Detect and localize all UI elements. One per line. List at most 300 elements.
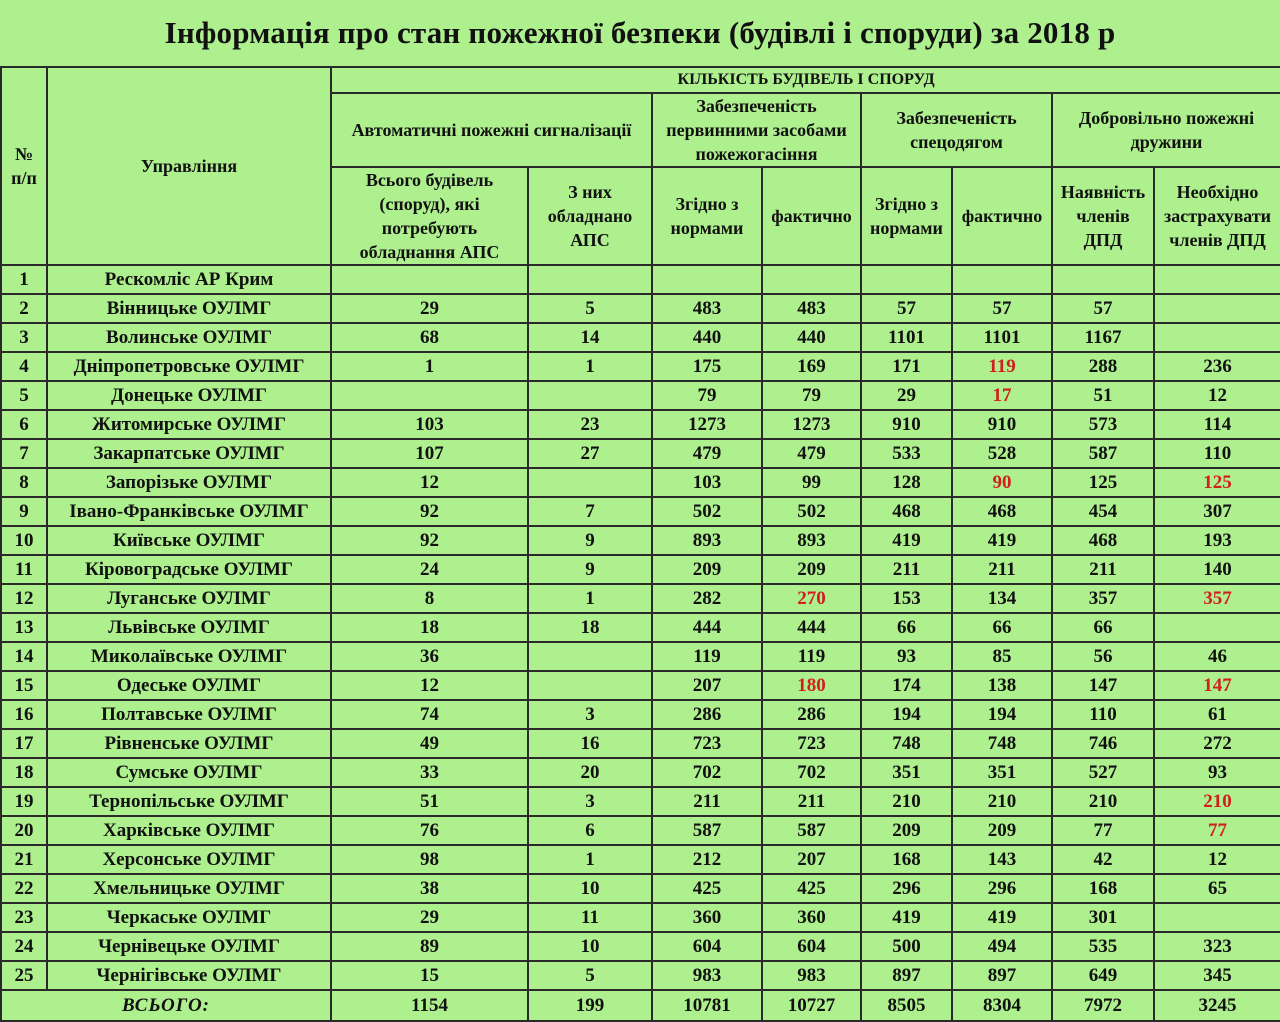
row-value-cell: 1101	[952, 323, 1052, 352]
row-value-cell: 175	[652, 352, 762, 381]
row-management-name: Київське ОУЛМГ	[47, 526, 331, 555]
header-dpd-members: Наявність членів ДПД	[1052, 167, 1154, 265]
row-value-cell: 99	[762, 468, 861, 497]
row-management-name: Дніпропетровське ОУЛМГ	[47, 352, 331, 381]
header-aps-total: Всього будівель (споруд), які потребують обладнання АПС	[331, 167, 528, 265]
table-body	[1, 265, 1280, 990]
row-value-cell: 8	[331, 584, 528, 613]
row-value-cell: 207	[762, 845, 861, 874]
row-value-cell: 209	[652, 555, 762, 584]
row-management-name: Одеське ОУЛМГ	[47, 671, 331, 700]
table-row	[1, 961, 1280, 990]
row-value-cell: 1	[528, 845, 652, 874]
row-value-cell: 18	[331, 613, 528, 642]
row-number: 18	[1, 758, 47, 787]
row-value-cell: 79	[762, 381, 861, 410]
row-management-name: Хмельницьке ОУЛМГ	[47, 874, 331, 903]
row-value-cell: 323	[1154, 932, 1280, 961]
row-value-cell: 211	[762, 787, 861, 816]
row-value-cell: 5	[528, 294, 652, 323]
table-row	[1, 265, 1280, 294]
header-aps: Автоматичні пожежні сигналізації	[331, 93, 652, 167]
row-value-cell: 1101	[861, 323, 952, 352]
table-row	[1, 439, 1280, 468]
row-value-cell: 587	[1052, 439, 1154, 468]
table-row	[1, 526, 1280, 555]
row-value-cell: 209	[952, 816, 1052, 845]
row-value-cell: 12	[331, 671, 528, 700]
row-number: 4	[1, 352, 47, 381]
row-value-cell: 24	[331, 555, 528, 584]
row-value-cell: 153	[861, 584, 952, 613]
row-management-name: Донецьке ОУЛМГ	[47, 381, 331, 410]
row-management-name: Полтавське ОУЛМГ	[47, 700, 331, 729]
row-value-cell: 345	[1154, 961, 1280, 990]
row-value-cell: 114	[1154, 410, 1280, 439]
row-number: 5	[1, 381, 47, 410]
row-number: 8	[1, 468, 47, 497]
row-value-cell: 468	[952, 497, 1052, 526]
row-value-cell: 483	[762, 294, 861, 323]
row-value-cell: 107	[331, 439, 528, 468]
table-row	[1, 816, 1280, 845]
row-management-name: Тернопільське ОУЛМГ	[47, 787, 331, 816]
row-value-cell: 573	[1052, 410, 1154, 439]
row-value-cell: 500	[861, 932, 952, 961]
row-number: 21	[1, 845, 47, 874]
row-value-cell: 419	[861, 526, 952, 555]
row-value-cell: 587	[652, 816, 762, 845]
header-aps-equipped: З них обладнано АПС	[528, 167, 652, 265]
row-value-cell: 444	[762, 613, 861, 642]
row-value-cell	[1052, 265, 1154, 294]
table-row	[1, 787, 1280, 816]
total-cell: 10727	[762, 990, 861, 1021]
row-value-cell: 211	[652, 787, 762, 816]
header-dpd-insure: Необхідно застрахувати членів ДПД	[1154, 167, 1280, 265]
row-value-cell: 128	[861, 468, 952, 497]
row-value-cell: 5	[528, 961, 652, 990]
table-row	[1, 729, 1280, 758]
row-value-cell	[1154, 294, 1280, 323]
row-value-cell: 169	[762, 352, 861, 381]
row-management-name: Черкаське ОУЛМГ	[47, 903, 331, 932]
row-value-cell: 479	[762, 439, 861, 468]
row-value-cell: 79	[652, 381, 762, 410]
table-row	[1, 671, 1280, 700]
row-management-name: Житомирське ОУЛМГ	[47, 410, 331, 439]
row-value-cell: 983	[762, 961, 861, 990]
total-cell: 199	[528, 990, 652, 1021]
row-value-cell: 897	[952, 961, 1052, 990]
row-value-cell: 36	[331, 642, 528, 671]
row-value-cell: 419	[952, 526, 1052, 555]
row-value-cell	[1154, 265, 1280, 294]
row-value-cell: 194	[861, 700, 952, 729]
row-value-cell: 419	[952, 903, 1052, 932]
row-value-cell: 16	[528, 729, 652, 758]
row-value-cell: 90	[952, 468, 1052, 497]
row-value-cell: 68	[331, 323, 528, 352]
table-row	[1, 758, 1280, 787]
row-value-cell: 66	[952, 613, 1052, 642]
row-number: 20	[1, 816, 47, 845]
row-value-cell: 444	[652, 613, 762, 642]
row-value-cell: 236	[1154, 352, 1280, 381]
row-value-cell: 66	[861, 613, 952, 642]
row-value-cell: 210	[952, 787, 1052, 816]
row-value-cell: 119	[652, 642, 762, 671]
row-value-cell: 604	[762, 932, 861, 961]
row-management-name: Харківське ОУЛМГ	[47, 816, 331, 845]
row-management-name: Луганське ОУЛМГ	[47, 584, 331, 613]
header-dpd: Добровільно пожежні дружини	[1052, 93, 1280, 167]
row-value-cell: 125	[1052, 468, 1154, 497]
table-row	[1, 497, 1280, 526]
row-value-cell: 66	[1052, 613, 1154, 642]
row-value-cell: 893	[762, 526, 861, 555]
row-value-cell: 27	[528, 439, 652, 468]
row-value-cell: 77	[1052, 816, 1154, 845]
row-value-cell	[652, 265, 762, 294]
row-number: 11	[1, 555, 47, 584]
total-cell: 7972	[1052, 990, 1154, 1021]
row-value-cell: 910	[952, 410, 1052, 439]
row-value-cell	[1154, 323, 1280, 352]
total-cell: 8505	[861, 990, 952, 1021]
row-number: 9	[1, 497, 47, 526]
row-value-cell: 10	[528, 874, 652, 903]
row-number: 19	[1, 787, 47, 816]
row-value-cell: 1167	[1052, 323, 1154, 352]
row-value-cell: 11	[528, 903, 652, 932]
row-value-cell: 57	[1052, 294, 1154, 323]
row-number: 23	[1, 903, 47, 932]
row-value-cell: 272	[1154, 729, 1280, 758]
table-row	[1, 613, 1280, 642]
row-value-cell: 38	[331, 874, 528, 903]
row-value-cell: 168	[861, 845, 952, 874]
row-value-cell: 702	[762, 758, 861, 787]
row-value-cell: 93	[1154, 758, 1280, 787]
row-value-cell: 502	[762, 497, 861, 526]
row-value-cell: 207	[652, 671, 762, 700]
row-value-cell	[331, 381, 528, 410]
total-row	[1, 990, 1280, 1021]
total-cell: 3245	[1154, 990, 1280, 1021]
table-row	[1, 323, 1280, 352]
row-value-cell: 134	[952, 584, 1052, 613]
row-management-name: Кіровоградське ОУЛМГ	[47, 555, 331, 584]
row-value-cell: 143	[952, 845, 1052, 874]
row-value-cell: 425	[652, 874, 762, 903]
row-value-cell: 288	[1052, 352, 1154, 381]
row-value-cell: 270	[762, 584, 861, 613]
row-value-cell: 56	[1052, 642, 1154, 671]
row-value-cell: 147	[1052, 671, 1154, 700]
table-row	[1, 584, 1280, 613]
row-value-cell: 1	[331, 352, 528, 381]
row-number: 24	[1, 932, 47, 961]
row-value-cell: 351	[861, 758, 952, 787]
row-value-cell: 527	[1052, 758, 1154, 787]
row-value-cell: 212	[652, 845, 762, 874]
row-value-cell: 910	[861, 410, 952, 439]
row-value-cell	[331, 265, 528, 294]
row-management-name: Львівське ОУЛМГ	[47, 613, 331, 642]
row-value-cell: 12	[1154, 845, 1280, 874]
row-value-cell: 479	[652, 439, 762, 468]
row-value-cell: 29	[331, 903, 528, 932]
row-management-name: Рівненське ОУЛМГ	[47, 729, 331, 758]
row-value-cell: 419	[861, 903, 952, 932]
header-uniform-norm: Згідно з нормами	[861, 167, 952, 265]
row-number: 16	[1, 700, 47, 729]
row-value-cell: 440	[762, 323, 861, 352]
row-value-cell: 209	[762, 555, 861, 584]
row-value-cell	[762, 265, 861, 294]
row-value-cell: 23	[528, 410, 652, 439]
row-value-cell: 351	[952, 758, 1052, 787]
row-value-cell: 893	[652, 526, 762, 555]
row-value-cell: 17	[952, 381, 1052, 410]
row-number: 7	[1, 439, 47, 468]
row-value-cell: 46	[1154, 642, 1280, 671]
row-value-cell: 1	[528, 352, 652, 381]
table-row	[1, 381, 1280, 410]
row-value-cell: 110	[1052, 700, 1154, 729]
table-row	[1, 555, 1280, 584]
row-value-cell: 748	[861, 729, 952, 758]
header-management: Управління	[47, 67, 331, 265]
header-uniform-actual: фактично	[952, 167, 1052, 265]
row-value-cell: 180	[762, 671, 861, 700]
row-value-cell: 57	[952, 294, 1052, 323]
row-value-cell: 29	[861, 381, 952, 410]
row-value-cell: 528	[952, 439, 1052, 468]
total-cell: 8304	[952, 990, 1052, 1021]
row-value-cell	[528, 642, 652, 671]
row-value-cell	[528, 381, 652, 410]
row-value-cell: 494	[952, 932, 1052, 961]
row-value-cell: 1273	[762, 410, 861, 439]
row-value-cell	[1154, 613, 1280, 642]
row-value-cell: 210	[861, 787, 952, 816]
row-number: 6	[1, 410, 47, 439]
row-value-cell: 140	[1154, 555, 1280, 584]
row-value-cell: 65	[1154, 874, 1280, 903]
row-value-cell: 6	[528, 816, 652, 845]
row-value-cell: 282	[652, 584, 762, 613]
table-row	[1, 932, 1280, 961]
row-value-cell: 604	[652, 932, 762, 961]
row-value-cell: 51	[1052, 381, 1154, 410]
row-number: 22	[1, 874, 47, 903]
row-value-cell: 92	[331, 497, 528, 526]
row-number: 15	[1, 671, 47, 700]
row-value-cell: 193	[1154, 526, 1280, 555]
row-value-cell: 7	[528, 497, 652, 526]
row-value-cell: 51	[331, 787, 528, 816]
fire-safety-table	[0, 66, 1280, 1022]
row-value-cell: 360	[762, 903, 861, 932]
row-value-cell: 33	[331, 758, 528, 787]
row-value-cell: 649	[1052, 961, 1154, 990]
row-value-cell: 20	[528, 758, 652, 787]
row-management-name: Рескомліс АР Крим	[47, 265, 331, 294]
row-value-cell: 57	[861, 294, 952, 323]
header-extinguish: Забезпеченість первинними засобами пожежогасіння	[652, 93, 861, 167]
row-value-cell: 85	[952, 642, 1052, 671]
row-value-cell: 357	[1052, 584, 1154, 613]
row-value-cell: 76	[331, 816, 528, 845]
row-number: 14	[1, 642, 47, 671]
row-number: 17	[1, 729, 47, 758]
row-value-cell: 42	[1052, 845, 1154, 874]
page-title: Інформація про стан пожежної безпеки (будівлі і споруди) за 2018 р	[164, 15, 1116, 50]
row-value-cell: 897	[861, 961, 952, 990]
row-value-cell: 296	[952, 874, 1052, 903]
header-uniform: Забезпеченість спецодягом	[861, 93, 1052, 167]
row-number: 12	[1, 584, 47, 613]
row-number: 13	[1, 613, 47, 642]
row-value-cell: 587	[762, 816, 861, 845]
row-value-cell: 14	[528, 323, 652, 352]
row-value-cell	[1154, 903, 1280, 932]
row-value-cell: 440	[652, 323, 762, 352]
row-value-cell: 125	[1154, 468, 1280, 497]
row-value-cell: 10	[528, 932, 652, 961]
row-number: 3	[1, 323, 47, 352]
row-value-cell: 171	[861, 352, 952, 381]
row-value-cell: 74	[331, 700, 528, 729]
row-value-cell: 174	[861, 671, 952, 700]
row-value-cell: 3	[528, 787, 652, 816]
row-value-cell: 98	[331, 845, 528, 874]
row-management-name: Вінницьке ОУЛМГ	[47, 294, 331, 323]
row-value-cell: 12	[331, 468, 528, 497]
row-value-cell	[528, 468, 652, 497]
row-value-cell: 103	[331, 410, 528, 439]
table-row	[1, 410, 1280, 439]
row-value-cell: 307	[1154, 497, 1280, 526]
row-value-cell: 9	[528, 555, 652, 584]
row-value-cell: 61	[1154, 700, 1280, 729]
row-value-cell: 103	[652, 468, 762, 497]
row-value-cell: 92	[331, 526, 528, 555]
total-cell: 1154	[331, 990, 528, 1021]
row-value-cell: 296	[861, 874, 952, 903]
row-value-cell: 533	[861, 439, 952, 468]
row-value-cell: 29	[331, 294, 528, 323]
row-value-cell: 119	[762, 642, 861, 671]
row-value-cell: 210	[1154, 787, 1280, 816]
row-management-name: Волинське ОУЛМГ	[47, 323, 331, 352]
row-value-cell: 535	[1052, 932, 1154, 961]
row-value-cell: 502	[652, 497, 762, 526]
row-value-cell: 468	[1052, 526, 1154, 555]
header-extinguish-norm: Згідно з нормами	[652, 167, 762, 265]
table-row	[1, 642, 1280, 671]
row-value-cell: 211	[861, 555, 952, 584]
row-value-cell	[952, 265, 1052, 294]
row-value-cell: 138	[952, 671, 1052, 700]
row-value-cell: 9	[528, 526, 652, 555]
row-value-cell: 301	[1052, 903, 1154, 932]
row-value-cell: 168	[1052, 874, 1154, 903]
total-cell: 10781	[652, 990, 762, 1021]
row-value-cell: 18	[528, 613, 652, 642]
table-row	[1, 700, 1280, 729]
row-number: 10	[1, 526, 47, 555]
row-value-cell: 15	[331, 961, 528, 990]
row-value-cell: 723	[652, 729, 762, 758]
row-value-cell: 194	[952, 700, 1052, 729]
table-row	[1, 903, 1280, 932]
row-management-name: Миколаївське ОУЛМГ	[47, 642, 331, 671]
row-value-cell: 468	[861, 497, 952, 526]
row-value-cell: 746	[1052, 729, 1154, 758]
row-management-name: Херсонське ОУЛМГ	[47, 845, 331, 874]
row-value-cell: 286	[652, 700, 762, 729]
row-value-cell: 723	[762, 729, 861, 758]
row-value-cell: 211	[1052, 555, 1154, 584]
row-number: 2	[1, 294, 47, 323]
row-value-cell: 483	[652, 294, 762, 323]
row-management-name: Сумське ОУЛМГ	[47, 758, 331, 787]
row-value-cell: 454	[1052, 497, 1154, 526]
row-value-cell: 983	[652, 961, 762, 990]
row-value-cell: 1273	[652, 410, 762, 439]
row-value-cell: 3	[528, 700, 652, 729]
row-value-cell: 286	[762, 700, 861, 729]
header-buildings-count: КІЛЬКІСТЬ БУДІВЕЛЬ І СПОРУД	[331, 67, 1280, 93]
row-value-cell: 1	[528, 584, 652, 613]
table-row	[1, 352, 1280, 381]
row-value-cell: 12	[1154, 381, 1280, 410]
header-number: № п/п	[1, 67, 47, 265]
row-value-cell: 425	[762, 874, 861, 903]
row-value-cell: 119	[952, 352, 1052, 381]
row-value-cell: 360	[652, 903, 762, 932]
row-value-cell: 110	[1154, 439, 1280, 468]
row-value-cell: 49	[331, 729, 528, 758]
table-row	[1, 294, 1280, 323]
table-row	[1, 845, 1280, 874]
row-value-cell: 93	[861, 642, 952, 671]
row-number: 1	[1, 265, 47, 294]
header-extinguish-actual: фактично	[762, 167, 861, 265]
row-value-cell: 209	[861, 816, 952, 845]
row-value-cell: 702	[652, 758, 762, 787]
row-value-cell: 210	[1052, 787, 1154, 816]
row-management-name: Івано-Франківське ОУЛМГ	[47, 497, 331, 526]
row-value-cell: 357	[1154, 584, 1280, 613]
total-label: ВСЬОГО:	[1, 990, 331, 1021]
row-value-cell	[528, 671, 652, 700]
row-management-name: Чернівецьке ОУЛМГ	[47, 932, 331, 961]
table-row	[1, 468, 1280, 497]
row-value-cell: 211	[952, 555, 1052, 584]
row-management-name: Чернігівське ОУЛМГ	[47, 961, 331, 990]
row-value-cell	[861, 265, 952, 294]
row-value-cell: 748	[952, 729, 1052, 758]
row-management-name: Закарпатське ОУЛМГ	[47, 439, 331, 468]
row-value-cell: 89	[331, 932, 528, 961]
row-number: 25	[1, 961, 47, 990]
table-row	[1, 874, 1280, 903]
row-value-cell	[528, 265, 652, 294]
